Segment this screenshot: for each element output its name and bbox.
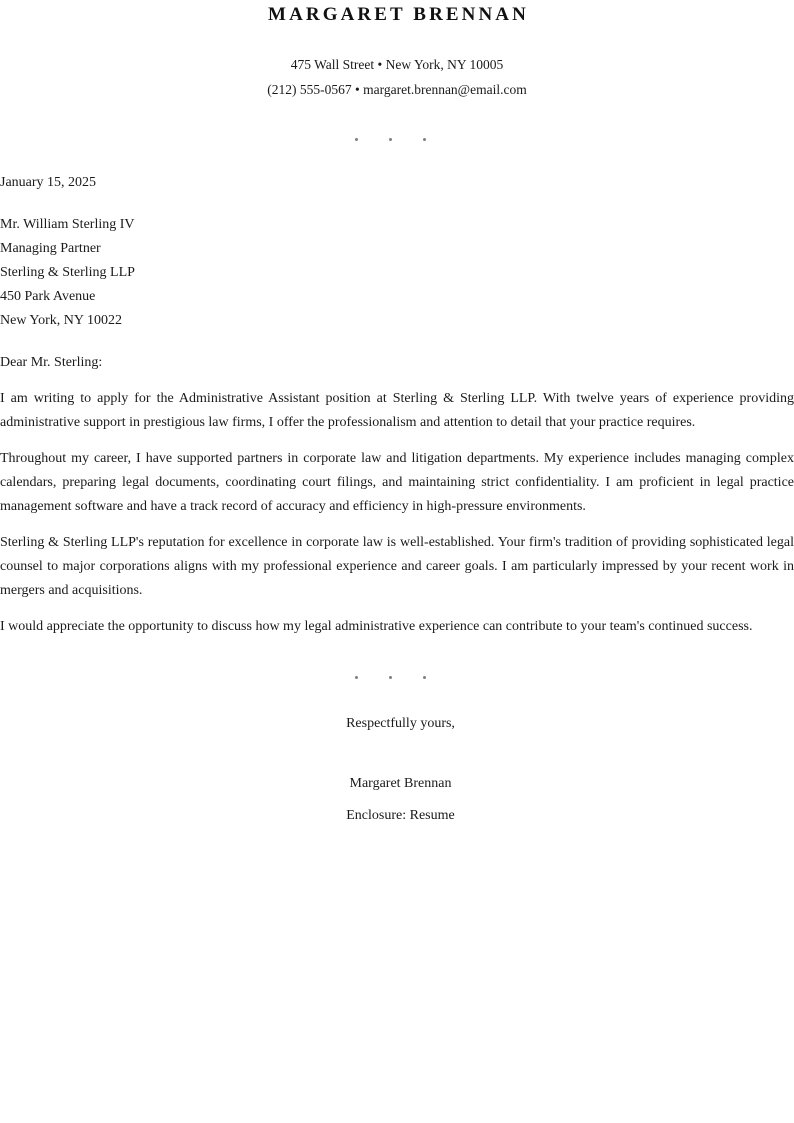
letter-date: January 15, 2025 (0, 175, 97, 190)
closing-block (0, 712, 794, 828)
letterhead-name: MARGARET BRENNAN (268, 4, 529, 25)
divider-top (0, 126, 794, 146)
closing-salutation: Respectfully yours, (346, 716, 455, 731)
body-paragraph: I am writing to apply for the Administrative Assistant position at Sterling & Sterling LLP. With twelve years of experience providing administrative support in prestigious law firms, I offer the professionalism and attention to detail that your practice requires. (0, 391, 794, 430)
dot-icon (389, 138, 392, 141)
letter-salutation: Dear Mr. Sterling: (0, 355, 103, 370)
dot-icon (355, 138, 358, 141)
letter-body (0, 387, 794, 639)
divider-dots (355, 676, 426, 679)
date-block (0, 171, 794, 195)
recipient-city-state-zip: New York, NY 10022 (0, 313, 122, 328)
body-paragraph: Sterling & Sterling LLP's reputation for excellence in corporate law is well-established. Your firm's tradition of providing sophisticated legal counsel to major corporations aligns with my professional experience and career goals. I am particularly impressed by your recent work in mergers and acquisitions. (0, 535, 794, 598)
letterhead-address: 475 Wall Street • New York, NY 10005 (290, 57, 504, 72)
dot-icon (423, 676, 426, 679)
body-paragraph: I would appreciate the opportunity to discuss how my legal administrative experience can contribute to your team's continued success. (0, 619, 753, 634)
recipient-street: 450 Park Avenue (0, 289, 96, 304)
divider-dots (355, 138, 426, 141)
dot-icon (355, 676, 358, 679)
recipient-address-block (0, 213, 794, 333)
divider-bottom (0, 664, 794, 684)
dot-icon (423, 138, 426, 141)
dot-icon (389, 676, 392, 679)
signature-name: Margaret Brennan (349, 776, 452, 791)
recipient-name: Mr. William Sterling IV (0, 217, 135, 232)
recipient-company: Sterling & Sterling LLP (0, 265, 135, 280)
letterhead (0, 0, 794, 102)
recipient-title: Managing Partner (0, 241, 101, 256)
letterhead-contact: (212) 555-0567 • margaret.brennan@email.com (267, 82, 527, 97)
body-paragraph: Throughout my career, I have supported partners in corporate law and litigation departments. My experience includes managing complex calendars, preparing legal documents, coordinating court filings, and maintaining strict confidentiality. I am proficient in legal practice management software and have a track record of accuracy and efficiency in high-pressure environments. (0, 451, 794, 514)
enclosure-note: Enclosure: Resume (346, 808, 455, 823)
